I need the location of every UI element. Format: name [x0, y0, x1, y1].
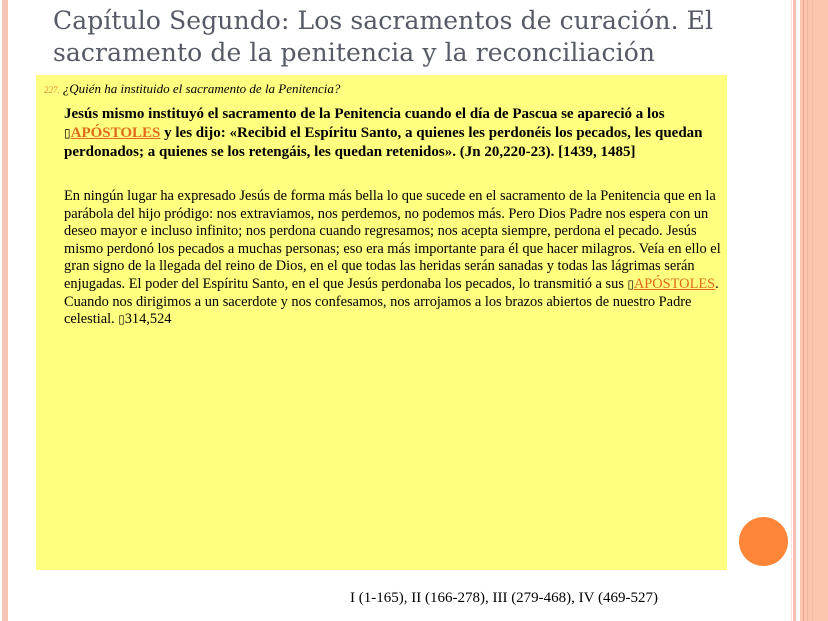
decor-line [812, 0, 813, 621]
answer-text-part2: y les dijo: «Recibid el Espíritu Santo, a quienes les perdonéis los pecados, les quedan perdonados; a quienes se los retengáis, les quedan retenidos». (Jn 20,220-23). [1439, 1485] [64, 125, 703, 160]
decor-line [807, 0, 808, 621]
commentary [64, 188, 724, 329]
apostoles-link[interactable]: APÓSTOLES [633, 275, 716, 292]
commentary-text-part1: En ningún lugar ha expresado Jesús de forma más bella lo que sucede en el sacramento de la Penitencia que en la parábola del hijo pródigo: nos extraviamos, nos perdemos, no podemos más. Pero Dios Padre nos espera con un deseo mayor e incluso infinito; nos perdona cuando regresamos; nos acepta siempre, perdona el pecado. Jesús mismo perdonó los pecados a muchas personas; eso era más importante para él que hacer milagros. Veía en ello el gran signo de la llegada del reino de Dios, en el que todas las heridas serán sanadas y todas las lágrimas serán enjugadas. El poder del Espíritu Santo, en el que Jesús perdonaba los pecados, lo transmitió a sus [64, 188, 721, 292]
answer [64, 105, 724, 162]
decor-line [793, 0, 796, 621]
answer-text-part1: Jesús mismo instituyó el sacramento de la Penitencia cuando el día de Pascua se apareció a los [64, 106, 665, 122]
question-number: 227. [44, 85, 60, 95]
accent-circle-icon [739, 517, 788, 566]
decor-band [800, 0, 828, 621]
reference-box-icon: ▯ [627, 276, 634, 291]
section-index-footer: I (1-165), II (166-278), III (279-468), IV (469-527) [350, 590, 658, 606]
decor-line [791, 0, 792, 621]
catechism-entry-box [36, 75, 727, 570]
apostoles-link[interactable]: APÓSTOLES [70, 125, 161, 141]
reference-box-icon: ▯ [118, 312, 125, 327]
left-decorative-stripe [2, 0, 8, 621]
right-decorative-stripes [785, 0, 828, 621]
slide-title: Capítulo Segundo: Los sacramentos de curación. El sacramento de la penitencia y la reconciliación [53, 6, 714, 67]
question [44, 81, 340, 97]
commentary-text-part2: . Cuando nos dirigimos a un sacerdote y nos confesamos, nos arrojamos a los brazos abiertos de nuestro Padre celestial. [64, 275, 719, 328]
reference-box-icon: ▯ [64, 126, 71, 140]
question-text: ¿Quién ha instituido el sacramento de la Penitencia? [62, 81, 341, 96]
cross-references: 314,524 [124, 311, 172, 328]
decor-line [803, 0, 804, 621]
